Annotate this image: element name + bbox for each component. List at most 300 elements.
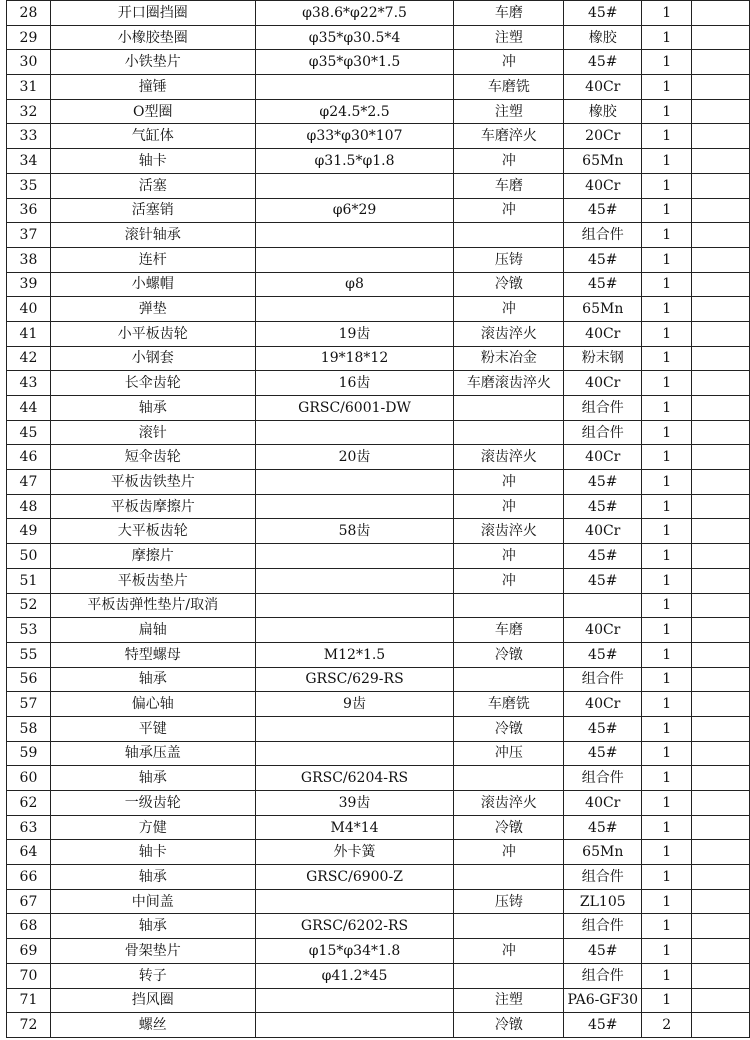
item-number-cell: 45 <box>7 420 51 445</box>
material-cell: 组合件 <box>564 914 642 939</box>
remark-cell <box>692 939 750 964</box>
remark-cell <box>692 149 750 174</box>
quantity-cell: 1 <box>642 568 692 593</box>
process-cell <box>454 865 564 890</box>
quantity-cell: 1 <box>642 75 692 100</box>
material-cell: 45# <box>564 815 642 840</box>
quantity-cell: 1 <box>642 470 692 495</box>
part-name-cell: 转子 <box>50 963 255 988</box>
spec-cell: GRSC/6001-DW <box>255 396 454 421</box>
material-cell: 45# <box>564 544 642 569</box>
process-cell: 注塑 <box>454 99 564 124</box>
item-number-cell: 29 <box>7 25 51 50</box>
material-cell: 组合件 <box>564 667 642 692</box>
remark-cell <box>692 297 750 322</box>
material-cell: 45# <box>564 494 642 519</box>
remark-cell <box>692 716 750 741</box>
remark-cell <box>692 124 750 149</box>
item-number-cell: 69 <box>7 939 51 964</box>
part-name-cell: 小螺帽 <box>50 272 255 297</box>
table-row <box>7 766 750 791</box>
remark-cell <box>692 420 750 445</box>
item-number-cell: 64 <box>7 840 51 865</box>
item-number-cell: 51 <box>7 568 51 593</box>
remark-cell <box>692 692 750 717</box>
process-cell: 冷镦 <box>454 1013 564 1038</box>
quantity-cell: 1 <box>642 544 692 569</box>
spec-cell: φ6*29 <box>255 198 454 223</box>
item-number-cell: 36 <box>7 198 51 223</box>
process-cell: 冲 <box>454 470 564 495</box>
item-number-cell: 46 <box>7 445 51 470</box>
spec-cell: 58齿 <box>255 519 454 544</box>
table-row <box>7 791 750 816</box>
remark-cell <box>692 272 750 297</box>
table-row <box>7 297 750 322</box>
item-number-cell: 55 <box>7 642 51 667</box>
table-row <box>7 494 750 519</box>
remark-cell <box>692 618 750 643</box>
quantity-cell: 1 <box>642 50 692 75</box>
part-name-cell: 特型螺母 <box>50 642 255 667</box>
table-row <box>7 198 750 223</box>
part-name-cell: 螺丝 <box>50 1013 255 1038</box>
table-row <box>7 865 750 890</box>
table-row <box>7 247 750 272</box>
remark-cell <box>692 1 750 26</box>
item-number-cell: 66 <box>7 865 51 890</box>
process-cell: 冷镦 <box>454 272 564 297</box>
item-number-cell: 42 <box>7 346 51 371</box>
spec-cell: 19齿 <box>255 321 454 346</box>
material-cell: 组合件 <box>564 865 642 890</box>
quantity-cell: 1 <box>642 519 692 544</box>
spec-cell: 19*18*12 <box>255 346 454 371</box>
table-row <box>7 25 750 50</box>
part-name-cell: 弹垫 <box>50 297 255 322</box>
part-name-cell: 轴承 <box>50 914 255 939</box>
process-cell: 滚齿淬火 <box>454 791 564 816</box>
remark-cell <box>692 1013 750 1038</box>
part-name-cell: 气缸体 <box>50 124 255 149</box>
part-name-cell: O型圈 <box>50 99 255 124</box>
process-cell <box>454 396 564 421</box>
material-cell: 65Mn <box>564 297 642 322</box>
quantity-cell: 1 <box>642 223 692 248</box>
process-cell: 注塑 <box>454 988 564 1013</box>
remark-cell <box>692 321 750 346</box>
material-cell: 40Cr <box>564 791 642 816</box>
table-row <box>7 593 750 618</box>
process-cell: 冲 <box>454 939 564 964</box>
spec-cell <box>255 716 454 741</box>
table-row <box>7 75 750 100</box>
item-number-cell: 70 <box>7 963 51 988</box>
spec-cell <box>255 889 454 914</box>
material-cell: 20Cr <box>564 124 642 149</box>
item-number-cell: 63 <box>7 815 51 840</box>
quantity-cell: 1 <box>642 371 692 396</box>
process-cell: 车磨滚齿淬火 <box>454 371 564 396</box>
table-row <box>7 99 750 124</box>
spec-cell <box>255 568 454 593</box>
material-cell: 45# <box>564 741 642 766</box>
material-cell: 橡胶 <box>564 25 642 50</box>
quantity-cell: 1 <box>642 1 692 26</box>
item-number-cell: 56 <box>7 667 51 692</box>
material-cell: ZL105 <box>564 889 642 914</box>
item-number-cell: 30 <box>7 50 51 75</box>
spec-cell: φ24.5*2.5 <box>255 99 454 124</box>
remark-cell <box>692 198 750 223</box>
quantity-cell: 1 <box>642 198 692 223</box>
spec-cell: 16齿 <box>255 371 454 396</box>
part-name-cell: 开口圈挡圈 <box>50 1 255 26</box>
remark-cell <box>692 99 750 124</box>
item-number-cell: 31 <box>7 75 51 100</box>
table-row <box>7 223 750 248</box>
process-cell: 冲 <box>454 494 564 519</box>
part-name-cell: 中间盖 <box>50 889 255 914</box>
material-cell: 45# <box>564 198 642 223</box>
remark-cell <box>692 371 750 396</box>
quantity-cell: 1 <box>642 667 692 692</box>
material-cell: 40Cr <box>564 173 642 198</box>
spec-cell <box>255 247 454 272</box>
process-cell: 冲 <box>454 544 564 569</box>
process-cell <box>454 963 564 988</box>
table-row <box>7 692 750 717</box>
table-row <box>7 988 750 1013</box>
quantity-cell: 1 <box>642 247 692 272</box>
remark-cell <box>692 865 750 890</box>
remark-cell <box>692 840 750 865</box>
process-cell: 车磨铣 <box>454 75 564 100</box>
item-number-cell: 47 <box>7 470 51 495</box>
material-cell: 45# <box>564 568 642 593</box>
remark-cell <box>692 914 750 939</box>
material-cell: 40Cr <box>564 371 642 396</box>
quantity-cell: 1 <box>642 865 692 890</box>
item-number-cell: 44 <box>7 396 51 421</box>
table-row <box>7 124 750 149</box>
process-cell: 车磨 <box>454 618 564 643</box>
material-cell: 45# <box>564 939 642 964</box>
remark-cell <box>692 75 750 100</box>
material-cell: 组合件 <box>564 396 642 421</box>
table-row <box>7 568 750 593</box>
spec-cell: 9齿 <box>255 692 454 717</box>
spec-cell: φ38.6*φ22*7.5 <box>255 1 454 26</box>
part-name-cell: 轴承 <box>50 667 255 692</box>
item-number-cell: 67 <box>7 889 51 914</box>
quantity-cell: 1 <box>642 420 692 445</box>
spec-cell: 20齿 <box>255 445 454 470</box>
table-row <box>7 914 750 939</box>
process-cell: 车磨淬火 <box>454 124 564 149</box>
item-number-cell: 60 <box>7 766 51 791</box>
process-cell: 冲 <box>454 840 564 865</box>
remark-cell <box>692 519 750 544</box>
part-name-cell: 平键 <box>50 716 255 741</box>
item-number-cell: 28 <box>7 1 51 26</box>
quantity-cell: 1 <box>642 321 692 346</box>
part-name-cell: 大平板齿轮 <box>50 519 255 544</box>
remark-cell <box>692 25 750 50</box>
remark-cell <box>692 963 750 988</box>
quantity-cell: 1 <box>642 25 692 50</box>
part-name-cell: 轴卡 <box>50 840 255 865</box>
material-cell <box>564 593 642 618</box>
remark-cell <box>692 667 750 692</box>
quantity-cell: 1 <box>642 173 692 198</box>
quantity-cell: 1 <box>642 741 692 766</box>
quantity-cell: 1 <box>642 494 692 519</box>
spec-cell: M12*1.5 <box>255 642 454 667</box>
table-row <box>7 939 750 964</box>
spec-cell: φ35*φ30*1.5 <box>255 50 454 75</box>
remark-cell <box>692 889 750 914</box>
part-name-cell: 小铁垫片 <box>50 50 255 75</box>
quantity-cell: 1 <box>642 963 692 988</box>
part-name-cell: 轴卡 <box>50 149 255 174</box>
part-name-cell: 滚针 <box>50 420 255 445</box>
process-cell <box>454 420 564 445</box>
item-number-cell: 38 <box>7 247 51 272</box>
item-number-cell: 34 <box>7 149 51 174</box>
table-row <box>7 470 750 495</box>
item-number-cell: 32 <box>7 99 51 124</box>
quantity-cell: 1 <box>642 618 692 643</box>
material-cell: 40Cr <box>564 618 642 643</box>
material-cell: 40Cr <box>564 321 642 346</box>
quantity-cell: 1 <box>642 914 692 939</box>
part-name-cell: 挡风圈 <box>50 988 255 1013</box>
table-row <box>7 50 750 75</box>
table-row <box>7 667 750 692</box>
part-name-cell: 长伞齿轮 <box>50 371 255 396</box>
material-cell: 45# <box>564 247 642 272</box>
part-name-cell: 撞锤 <box>50 75 255 100</box>
process-cell: 车磨铣 <box>454 692 564 717</box>
material-cell: 45# <box>564 642 642 667</box>
spec-cell: φ33*φ30*107 <box>255 124 454 149</box>
remark-cell <box>692 544 750 569</box>
part-name-cell: 平板齿弹性垫片/取消 <box>50 593 255 618</box>
spec-cell: φ35*φ30.5*4 <box>255 25 454 50</box>
item-number-cell: 33 <box>7 124 51 149</box>
spec-cell <box>255 741 454 766</box>
item-number-cell: 40 <box>7 297 51 322</box>
remark-cell <box>692 223 750 248</box>
part-name-cell: 摩擦片 <box>50 544 255 569</box>
process-cell: 压铸 <box>454 247 564 272</box>
table-row <box>7 716 750 741</box>
part-name-cell: 轴承 <box>50 396 255 421</box>
item-number-cell: 57 <box>7 692 51 717</box>
quantity-cell: 1 <box>642 297 692 322</box>
quantity-cell: 1 <box>642 716 692 741</box>
table-row <box>7 173 750 198</box>
table-row <box>7 544 750 569</box>
material-cell: 粉末钢 <box>564 346 642 371</box>
part-name-cell: 扁轴 <box>50 618 255 643</box>
item-number-cell: 53 <box>7 618 51 643</box>
material-cell: 45# <box>564 1013 642 1038</box>
process-cell <box>454 593 564 618</box>
material-cell: 45# <box>564 470 642 495</box>
process-cell: 滚齿淬火 <box>454 445 564 470</box>
item-number-cell: 50 <box>7 544 51 569</box>
spec-cell <box>255 223 454 248</box>
item-number-cell: 41 <box>7 321 51 346</box>
table-row <box>7 149 750 174</box>
remark-cell <box>692 791 750 816</box>
spec-cell <box>255 593 454 618</box>
spec-cell: GRSC/6900-Z <box>255 865 454 890</box>
spec-cell: GRSC/629-RS <box>255 667 454 692</box>
table-row <box>7 741 750 766</box>
material-cell: 40Cr <box>564 519 642 544</box>
quantity-cell: 1 <box>642 889 692 914</box>
spec-cell <box>255 494 454 519</box>
spec-cell: φ31.5*φ1.8 <box>255 149 454 174</box>
process-cell <box>454 223 564 248</box>
item-number-cell: 71 <box>7 988 51 1013</box>
spec-cell <box>255 544 454 569</box>
material-cell: 65Mn <box>564 840 642 865</box>
table-row <box>7 1 750 26</box>
item-number-cell: 48 <box>7 494 51 519</box>
item-number-cell: 58 <box>7 716 51 741</box>
table-row <box>7 889 750 914</box>
spec-cell: 39齿 <box>255 791 454 816</box>
quantity-cell: 2 <box>642 1013 692 1038</box>
part-name-cell: 平板齿摩擦片 <box>50 494 255 519</box>
process-cell: 滚齿淬火 <box>454 321 564 346</box>
quantity-cell: 1 <box>642 99 692 124</box>
remark-cell <box>692 642 750 667</box>
quantity-cell: 1 <box>642 593 692 618</box>
remark-cell <box>692 470 750 495</box>
material-cell: 65Mn <box>564 149 642 174</box>
item-number-cell: 49 <box>7 519 51 544</box>
process-cell: 车磨 <box>454 173 564 198</box>
remark-cell <box>692 494 750 519</box>
process-cell: 冲 <box>454 568 564 593</box>
item-number-cell: 37 <box>7 223 51 248</box>
process-cell: 冲 <box>454 50 564 75</box>
quantity-cell: 1 <box>642 766 692 791</box>
process-cell: 冷镦 <box>454 815 564 840</box>
table-row <box>7 321 750 346</box>
material-cell: 45# <box>564 716 642 741</box>
spec-cell <box>255 420 454 445</box>
remark-cell <box>692 568 750 593</box>
remark-cell <box>692 346 750 371</box>
table-row <box>7 396 750 421</box>
material-cell: 45# <box>564 1 642 26</box>
spec-cell <box>255 1013 454 1038</box>
spec-cell <box>255 988 454 1013</box>
spec-cell: φ8 <box>255 272 454 297</box>
part-name-cell: 一级齿轮 <box>50 791 255 816</box>
part-name-cell: 滚针轴承 <box>50 223 255 248</box>
part-name-cell: 方健 <box>50 815 255 840</box>
material-cell: 组合件 <box>564 963 642 988</box>
quantity-cell: 1 <box>642 840 692 865</box>
spec-cell: φ15*φ34*1.8 <box>255 939 454 964</box>
spec-cell <box>255 297 454 322</box>
parts-table <box>6 0 750 1038</box>
quantity-cell: 1 <box>642 124 692 149</box>
process-cell <box>454 667 564 692</box>
table-row <box>7 346 750 371</box>
process-cell: 滚齿淬火 <box>454 519 564 544</box>
remark-cell <box>692 247 750 272</box>
spec-cell: M4*14 <box>255 815 454 840</box>
part-name-cell: 连杆 <box>50 247 255 272</box>
table-row <box>7 840 750 865</box>
part-name-cell: 小平板齿轮 <box>50 321 255 346</box>
material-cell: 橡胶 <box>564 99 642 124</box>
remark-cell <box>692 988 750 1013</box>
remark-cell <box>692 815 750 840</box>
item-number-cell: 59 <box>7 741 51 766</box>
spec-cell <box>255 173 454 198</box>
spec-cell: GRSC/6204-RS <box>255 766 454 791</box>
item-number-cell: 62 <box>7 791 51 816</box>
part-name-cell: 平板齿铁垫片 <box>50 470 255 495</box>
material-cell: 45# <box>564 272 642 297</box>
part-name-cell: 偏心轴 <box>50 692 255 717</box>
spec-cell <box>255 618 454 643</box>
part-name-cell: 活塞销 <box>50 198 255 223</box>
process-cell: 冷镦 <box>454 716 564 741</box>
remark-cell <box>692 173 750 198</box>
material-cell: PA6-GF30 <box>564 988 642 1013</box>
quantity-cell: 1 <box>642 692 692 717</box>
table-row <box>7 445 750 470</box>
process-cell: 冲 <box>454 149 564 174</box>
part-name-cell: 短伞齿轮 <box>50 445 255 470</box>
table-row <box>7 519 750 544</box>
quantity-cell: 1 <box>642 815 692 840</box>
spec-cell: GRSC/6202-RS <box>255 914 454 939</box>
spec-cell: 外卡簧 <box>255 840 454 865</box>
process-cell <box>454 914 564 939</box>
quantity-cell: 1 <box>642 149 692 174</box>
process-cell: 压铸 <box>454 889 564 914</box>
part-name-cell: 轴承 <box>50 766 255 791</box>
spec-cell: φ41.2*45 <box>255 963 454 988</box>
material-cell: 组合件 <box>564 223 642 248</box>
quantity-cell: 1 <box>642 988 692 1013</box>
item-number-cell: 72 <box>7 1013 51 1038</box>
table-row <box>7 815 750 840</box>
material-cell: 45# <box>564 50 642 75</box>
remark-cell <box>692 396 750 421</box>
remark-cell <box>692 766 750 791</box>
table-row <box>7 618 750 643</box>
quantity-cell: 1 <box>642 346 692 371</box>
material-cell: 组合件 <box>564 420 642 445</box>
process-cell: 粉末冶金 <box>454 346 564 371</box>
process-cell: 注塑 <box>454 25 564 50</box>
quantity-cell: 1 <box>642 272 692 297</box>
material-cell: 40Cr <box>564 692 642 717</box>
material-cell: 40Cr <box>564 445 642 470</box>
